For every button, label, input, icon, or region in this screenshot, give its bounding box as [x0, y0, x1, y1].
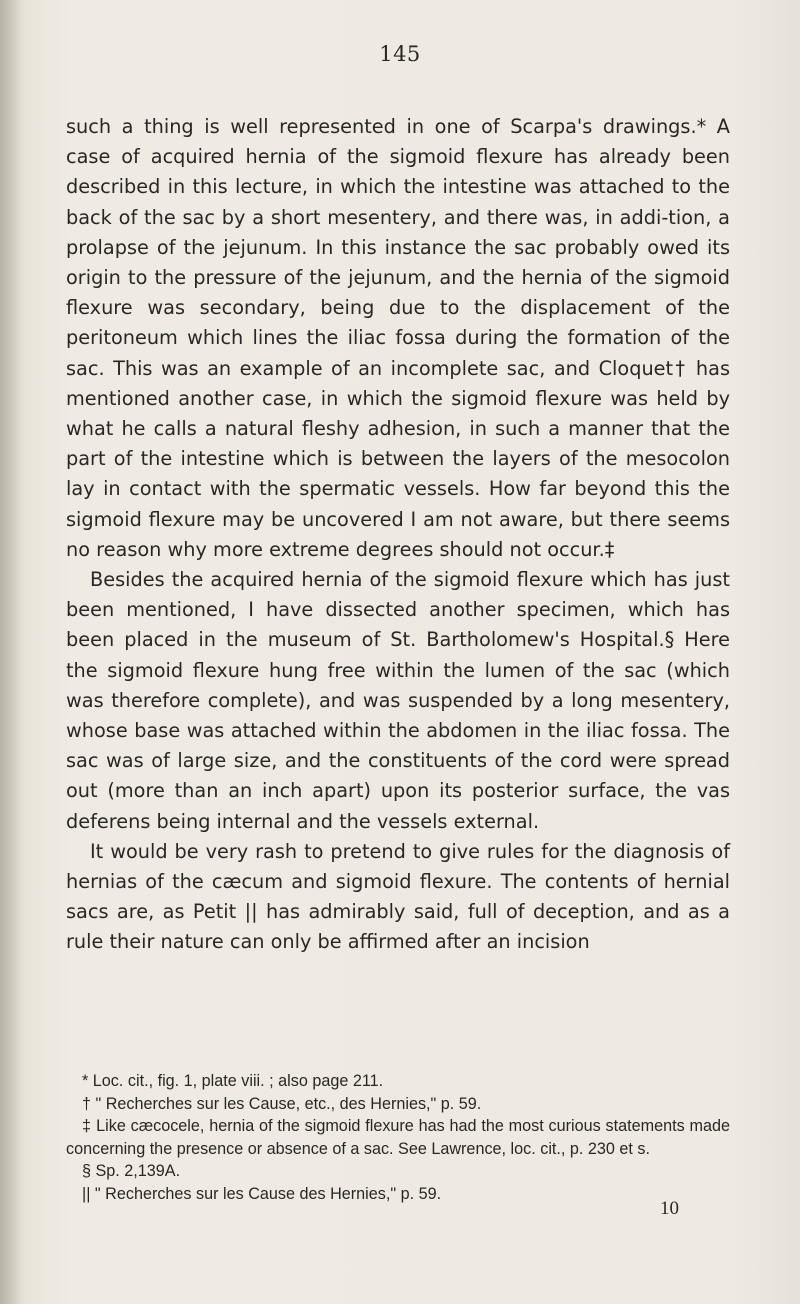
paragraph-1: such a thing is well represented in one of Scarpa's drawings.* A case of acquired hernia of the sigmoid flexure has already been described in this lecture, in which the intestine was attached to the back of the sac by a short mesentery, and there was, in addi-tion, a prolapse of the jejunum. In this instance the sac probably owed its origin to the pressure of the jejunum, and the hernia of the sigmoid flexure was secondary, being due to the displacement of the peritoneum which lines the iliac fossa during the formation of the sac. This was an example of an incomplete sac, and Cloquet† has mentioned another case, in which the sigmoid flexure was held by what he calls a natural fleshy adhesion, in such a manner that the part of the intestine which is between the layers of the mesocolon lay in contact with the spermatic vessels. How far beyond this the sigmoid flexure may be uncovered I am not aware, but there seems no reason why more extreme degrees should not occur.‡ — [66, 115, 730, 561]
footnote-double-dagger: ‡ Like cæcocele, hernia of the sigmoid flexure has had the most curious statements made concerning the presence or absence of a sac. See Lawrence, loc. cit., p. 230 et s. — [66, 1117, 730, 1158]
body-text — [66, 112, 730, 958]
footnote-dagger: † " Recherches sur les Cause, etc., des Hernies," p. 59. — [82, 1094, 482, 1113]
footnote-section: § Sp. 2,139A. — [82, 1162, 181, 1181]
signature-mark: 10 — [660, 1198, 679, 1219]
page-number: 145 — [379, 42, 421, 66]
paragraph-2: Besides the acquired hernia of the sigmoid flexure which has just been mentioned, I have dissected another specimen, which has been placed in the museum of St. Bartholomew's Hospital.§ Here the sigmoid flexure hung free within the lumen of the sac (which was therefore complete), and was suspended by a long mesentery, whose base was attached within the abdomen in the iliac fossa. The sac was of large size, and the constituents of the cord were spread out (more than an inch apart) upon its posterior surface, the vas deferens being internal and the vessels external. — [66, 568, 730, 833]
paragraph-3: It would be very rash to pretend to give rules for the diagnosis of hernias of the cæcum and sigmoid flexure. The contents of hernial sacs are, as Petit || has admirably said, full of deception, and as a rule their nature can only be affirmed after an incision — [66, 839, 730, 954]
footnotes — [66, 1070, 730, 1206]
footnote-star: * Loc. cit., fig. 1, plate viii. ; also page 211. — [82, 1072, 384, 1090]
footnote-parallel: || " Recherches sur les Cause des Hernies," p. 59. — [82, 1184, 442, 1203]
spine-shadow — [0, 0, 22, 1304]
